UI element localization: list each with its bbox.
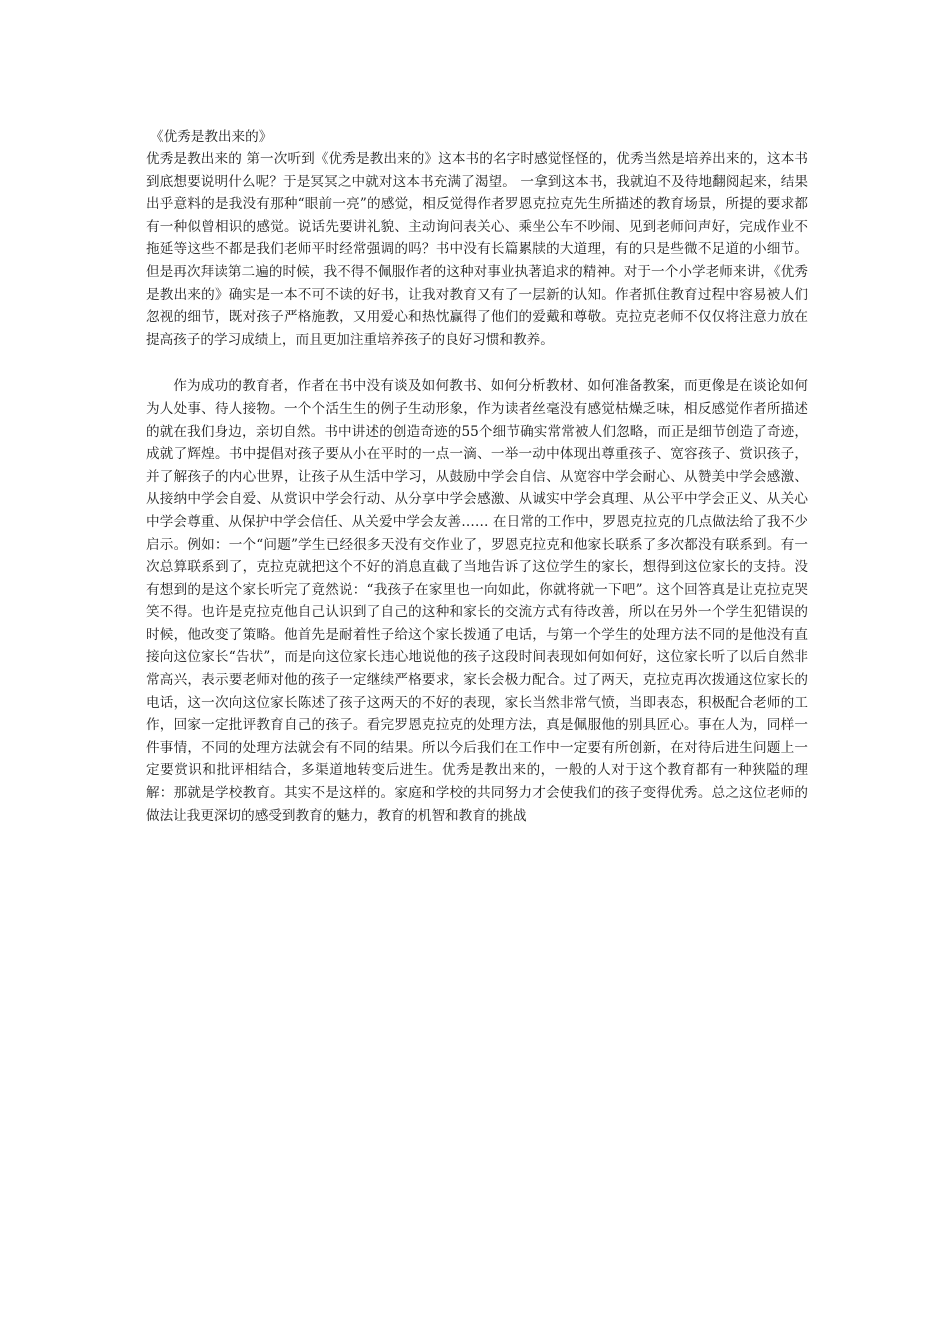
document-body <box>146 126 808 827</box>
document-title: 《优秀是教出来的》 <box>150 129 273 145</box>
paragraph-intro: 优秀是教出来的 第一次听到《优秀是教出来的》这本书的名字时感觉怪怪的，优秀当然是培养出来的，这本书到底想要说明什么呢？于是冥冥之中就对这本书充满了渴望。 一拿到这本书，我就迫不及待地翻阅起来，结果出乎意料的是我没有那种“眼前一亮”的感觉，相反觉得作者罗恩克拉克先生所描述的教育场景，所提的要求都有一种似曾相识的感觉。说话先要讲礼貌、主动询问表关心、乘坐公车不吵闹、见到老师问声好，完成作业不拖延等这些不都是我们老师平时经常强调的吗？书中没有长篇累牍的大道理，有的只是些微不足道的小细节。但是再次拜读第二遍的时候，我不得不佩服作者的这种对事业执著追求的精神。对于一个小学老师来讲，《优秀是教出来的》确实是一本不可不读的好书，让我对教育又有了一层新的认知。作者抓住教育过程中容易被人们忽视的细节，既对孩子严格施教，又用爱心和热忱赢得了他们的爱戴和尊敬。克拉克老师不仅仅将注意力放在提高孩子的学习成绩上，而且更加注重培养孩子的良好习惯和教养。 <box>146 151 808 348</box>
paragraph-gap <box>146 351 808 375</box>
paragraph-body: 作为成功的教育者，作者在书中没有谈及如何教书、如何分析教材、如何准备教案，而更像是在谈论如何为人处事、待人接物。一个个活生生的例子生动形象，作为读者丝毫没有感觉枯燥乏味，相反感觉作者所描述的就在我们身边，亲切自然。书中讲述的创造奇迹的55个细节确实常常被人们忽略，而正是细节创造了奇迹，成就了辉煌。书中提倡对孩子要从小在平时的一点一滴、一举一动中体现出尊重孩子、宽容孩子、赏识孩子，并了解孩子的内心世界，让孩子从生活中学习，从鼓励中学会自信、从宽容中学会耐心、从赞美中学会感激、从接纳中学会自爱、从赏识中学会行动、从分享中学会感激、从诚实中学会真理、从公平中学会正义、从关心中学会尊重、从保护中学会信任、从关爱中学会友善…… 在日常的工作中，罗恩克拉克的几点做法给了我不少启示。例如：一个“问题”学生已经很多天没有交作业了，罗恩克拉克和他家长联系了多次都没有联系到。有一次总算联系到了，克拉克就把这个不好的消息直截了当地告诉了这位学生的家长，想得到这位家长的支持。没有想到的是这个家长听完了竟然说：“我孩子在家里也一向如此，你就将就一下吧”。这个回答真是让克拉克哭笑不得。也许是克拉克他自己认识到了自己的这种和家长的交流方式有待改善，所以在另外一个学生犯错误的时候，他改变了策略。他首先是耐着性子给这个家长拨通了电话，与第一个学生的处理方法不同的是他没有直接向这位家长“告状”，而是向这位家长违心地说他的孩子这段时间表现如何如何好，这位家长听了以后自然非常高兴，表示要老师对他的孩子一定继续严格要求，家长会极力配合。过了两天，克拉克再次拨通这位家长的电话，这一次向这位家长陈述了孩子这两天的不好的表现，家长当然非常气愤，当即表态，积极配合老师的工作，回家一定批评教育自己的孩子。看完罗恩克拉克的处理方法，真是佩服他的别具匠心。事在人为，同样一件事情，不同的处理方法就会有不同的结果。所以今后我们在工作中一定要有所创新，在对待后进生问题上一定要赏识和批评相结合，多渠道地转变后进生。优秀是教出来的，一般的人对于这个教育都有一种狭隘的理解：那就是学校教育。其实不是这样的。家庭和学校的共同努力才会使我们的孩子变得优秀。总之这位老师的做法让我更深切的感受到教育的魅力，教育的机智和教育的挑战 <box>146 378 808 824</box>
